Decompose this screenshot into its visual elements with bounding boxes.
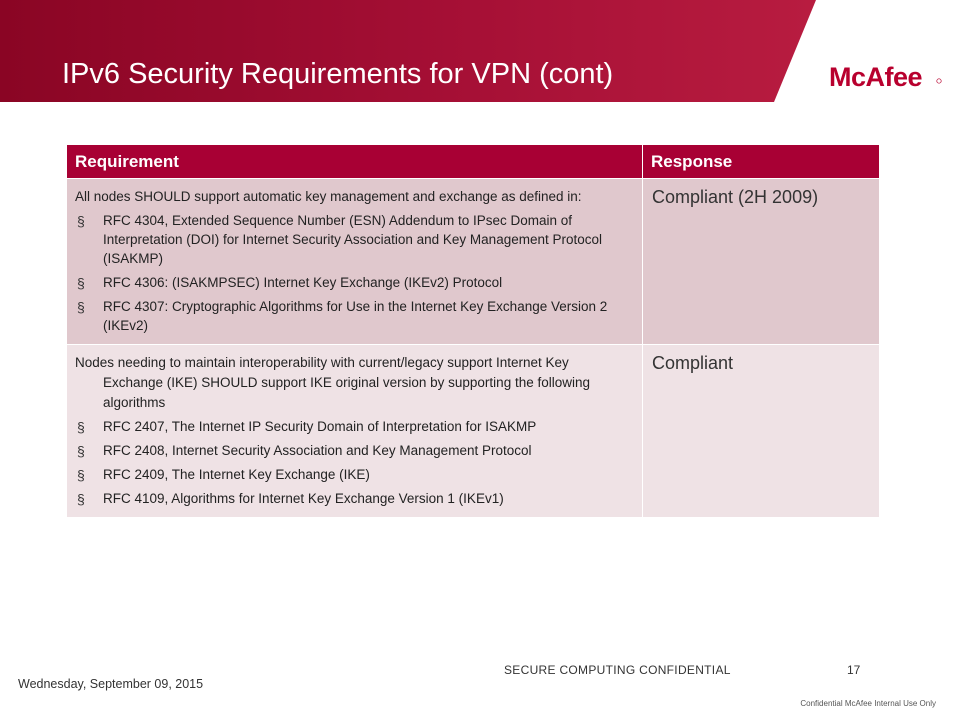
response-cell: Compliant (2H 2009) xyxy=(643,179,880,345)
requirements-table xyxy=(66,144,880,518)
requirement-bullet-list xyxy=(75,417,622,508)
list-item xyxy=(75,465,622,484)
svg-text:McAfee: McAfee xyxy=(829,62,923,92)
section-sign-bullet-icon: § xyxy=(77,467,85,483)
list-item xyxy=(75,297,622,335)
bullet-text: RFC 2409, The Internet Key Exchange (IKE) xyxy=(103,467,370,482)
list-item xyxy=(75,273,622,292)
response-cell: Compliant xyxy=(643,345,880,518)
table-row xyxy=(67,345,880,518)
section-sign-bullet-icon: § xyxy=(77,213,85,229)
slide-title: IPv6 Security Requirements for VPN (cont) xyxy=(62,58,614,90)
footer-internal-use-label: Confidential McAfee Internal Use Only xyxy=(800,699,936,708)
section-sign-bullet-icon: § xyxy=(77,491,85,507)
list-item xyxy=(75,211,622,268)
section-sign-bullet-icon: § xyxy=(77,419,85,435)
bullet-text: RFC 4304, Extended Sequence Number (ESN) Addendum to IPsec Domain of Interpretation (DOI) for Internet Security Association and Key Management Protocol (ISAKMP) xyxy=(103,213,602,266)
footer-confidential-label: SECURE COMPUTING CONFIDENTIAL xyxy=(504,663,731,677)
requirement-cell xyxy=(67,179,643,345)
bullet-text: RFC 4307: Cryptographic Algorithms for Use in the Internet Key Exchange Version 2 (IKEv2) xyxy=(103,299,608,333)
requirement-intro: All nodes SHOULD support automatic key management and exchange as defined in: xyxy=(75,189,582,204)
header-response: Response xyxy=(643,145,880,179)
section-sign-bullet-icon: § xyxy=(77,443,85,459)
header-requirement: Requirement xyxy=(67,145,643,179)
section-sign-bullet-icon: § xyxy=(77,275,85,291)
table-header-row xyxy=(67,145,880,179)
list-item xyxy=(75,489,622,508)
requirement-intro: Nodes needing to maintain interoperability with current/legacy support Internet Key Exchange (IKE) SHOULD support IKE original version by supporting the following algorithms xyxy=(75,355,590,410)
bullet-text: RFC 4109, Algorithms for Internet Key Exchange Version 1 (IKEv1) xyxy=(103,491,504,506)
bullet-text: RFC 2408, Internet Security Association and Key Management Protocol xyxy=(103,443,532,458)
list-item xyxy=(75,441,622,460)
requirement-cell xyxy=(67,345,643,518)
mcafee-logo xyxy=(829,58,945,98)
requirement-bullet-list xyxy=(75,211,622,335)
footer-date: Wednesday, September 09, 2015 xyxy=(18,677,204,691)
bullet-text: RFC 2407, The Internet IP Security Domain of Interpretation for ISAKMP xyxy=(103,419,537,434)
section-sign-bullet-icon: § xyxy=(77,299,85,315)
bullet-text: RFC 4306: (ISAKMPSEC) Internet Key Exchange (IKEv2) Protocol xyxy=(103,275,503,290)
table-row xyxy=(67,179,880,345)
list-item xyxy=(75,417,622,436)
page-number: 17 xyxy=(847,663,861,677)
